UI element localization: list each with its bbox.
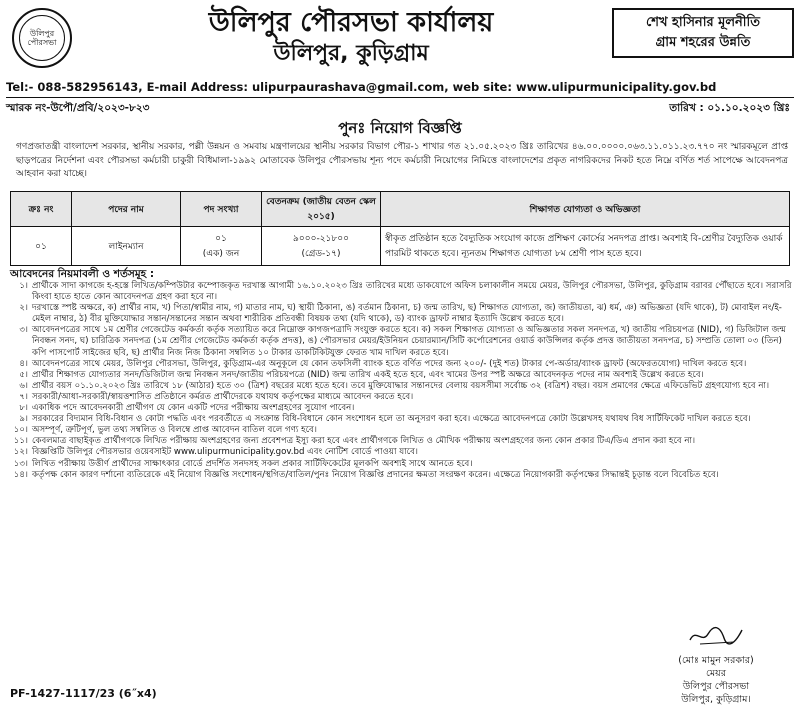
table-header-row xyxy=(11,192,790,227)
rule-text: দরখাস্তে স্পষ্ট অক্ষরে, ক) প্রার্থীর নাম, খ) পিতা/স্বামীর নাম, গ) মাতার নাম, ঘ) স্থায়ী ঠিকানা, ঙ) বর্তমান ঠিকানা, চ) জন্ম তারিখ, ছ) শিক্ষাগত যোগ্যতা, জ) জাতীয়তা, ঝ) ধর্ম, ঞ) অভিজ্ঞতা (যদি থাকে), ট) মোবাইল নং/ই-মেইল নাম্বার, ঠ) বীর মুক্তিযোদ্ধার সন্তান/সন্তানের সন্তান অথবা শারীরিক প্রতিবন্ধী বিষয়ক তথ্য (যদি থাকে), ড) ব্যাংক ড্রাফট নাম্বার ইত্যাদি উল্লেখ করতে হবে। xyxy=(32,303,782,325)
list-item xyxy=(10,325,792,358)
signatory-place: উলিপুর, কুড়িগ্রাম। xyxy=(681,694,751,705)
list-item xyxy=(10,447,792,458)
signatory-name: (মোঃ মামুন সরকার) xyxy=(678,655,754,666)
signatory-office: উলিপুর পৌরসভা xyxy=(682,681,750,692)
rule-text: লিখিত পরীক্ষায় উত্তীর্ণ প্রার্থীদের সাক্ষাৎকার বোর্ডে প্রদর্শিত সনদসহ সকল প্রকার সার্টিফিকেটের মূলকপি অবশ্যই সাথে আনতে হবে। xyxy=(32,458,473,469)
rule-text: আবেদনপত্রের সাথে মেয়র, উলিপুর পৌরসভা, উলিপুর, কুড়িগ্রাম-এর অনুকূলে যে কোন তফসিলী ব্যাংক হতে বর্ণিত পদের জন্য ২০০/- (দুই শত) টাকার পে-অর্ডার/ব্যাংক ড্রাফট (অফেরতযোগ্য) দাখিল করতে হবে। xyxy=(32,358,747,369)
rule-number: ৫। xyxy=(19,369,28,380)
slogan-box xyxy=(612,8,794,58)
slogan-line-1: শেখ হাসিনার মূলনীতি xyxy=(646,15,760,30)
list-item xyxy=(10,359,792,370)
notice-page xyxy=(6,4,794,705)
rule-text: প্রার্থীর বয়স ০১.১০.২০২৩ খ্রিঃ তারিখে ১৮ (আঠার) হতে ৩০ (ত্রিশ) বছরের মধ্যে হতে হবে। তবে মুক্তিযোদ্ধার সন্তানদের বেলায় বয়সসীমা সর্বোচ্চ ৩২ (বত্রিশ) বছর। বয়স প্রমাণের ক্ষেত্রে এফিডেভিট গ্রহণযোগ্য হবে না। xyxy=(32,380,770,391)
rule-text: বিজ্ঞপ্তিটি উলিপুর পৌরসভার ওয়েবসাইট www.ulipurmunicipality.gov.bd এবং নোটিশ বোর্ডে পাওয়া যাবে। xyxy=(32,447,418,458)
rule-text: কেবলমাত্র বাছাইকৃত প্রার্থীগণকে লিখিত পরীক্ষায় অংশগ্রহণের জন্য প্রবেশপত্র ইস্যু করা হবে এবং প্রার্থীগণকে লিখিত ও মৌখিক পরীক্ষায় অংশগ্রহণের জন্য কোন প্রকার টিএ/ডিএ প্রদান করা হবে না। xyxy=(32,436,696,447)
rule-text: কর্তৃপক্ষ কোন কারণ দর্শানো ব্যতিরেকে এই নিয়োগ বিজ্ঞপ্তি সংশোধন/স্থগিত/বাতিল/পুনঃ নিয়োগ বিজ্ঞপ্তি প্রদানের ক্ষমতা সংরক্ষণ করেন। এক্ষেত্রে নিয়োগকারী কর্তৃপক্ষের সিদ্ধান্তই চূড়ান্ত বলে বিবেচিত হবে। xyxy=(32,469,719,480)
list-item xyxy=(10,392,792,403)
col-serial: ক্রঃ নং xyxy=(11,192,72,227)
memo-number: স্মারক নং-উপৌ/প্রবি/২০২৩-৮২৩ xyxy=(6,102,150,114)
list-item xyxy=(10,403,792,414)
col-qualification: শিক্ষাগত যোগ্যতা ও অভিজ্ঞতা xyxy=(381,192,790,227)
rule-number: ৮। xyxy=(19,403,28,414)
intro-paragraph: গণপ্রজাতন্ত্রী বাংলাদেশ সরকার, স্থানীয় সরকার, পল্লী উন্নয়ন ও সমবায় মন্ত্রণালয়ের স্থানীয় সরকার বিভাগ পৌর-১ শাখার গত ২১.০৫.২০২৩ খ্রিঃ তারিখের ৪৬.০০.০০০০.০৬৩.১১.০১১.২৩.৭৭০ নং স্মারকমূলে প্রাপ্ত ছাড়পত্রের নির্দেশনা এবং পৌরসভা কর্মচারী চাকুরী বিধিমালা-১৯৯২ মোতাবেক উলিপুর পৌরসভায় শূন্য পদে কর্মচারী নিয়োগের নিমিত্তে বাংলাদেশের প্রকৃত নাগরিকদের নিকট হতে নিম্নে বর্ণিত শর্ত সাপেক্ষে আবেদনপত্র আহবান করা যাচ্ছে। xyxy=(16,142,788,179)
rules-heading: আবেদনের নিয়মাবলী ও শর্তসমূহ : xyxy=(10,268,155,280)
list-item xyxy=(10,414,792,425)
rule-number: ১১। xyxy=(13,436,28,447)
notice-title: পুনঃ নিয়োগ বিজ্ঞপ্তি xyxy=(338,119,462,137)
list-item xyxy=(10,370,792,381)
rules-list xyxy=(10,281,792,481)
list-item xyxy=(10,436,792,447)
cell-qualification: স্বীকৃত প্রতিষ্ঠান হতে বৈদ্যুতিক সংযোগ কাজে প্রশিক্ষণ কোর্সের সনদপত্র প্রাপ্ত। অবশ্যই বি-শ্রেণীর বৈদ্যুতিক ওয়ার্ক পারমিট থাকতে হবে। ন্যূনতম শিক্ষাগত যোগ্যতা ৮ম শ্রেণী পাস হতে হবে। xyxy=(381,227,790,266)
rule-text: সরকারী/আধা-সরকারী/স্বায়ত্তশাসিত প্রতিষ্ঠানে কর্মরত প্রার্থীদেরকে যথাযথ কর্তৃপক্ষের মাধ্যমে আবেদন করতে হবে। xyxy=(32,391,414,402)
rule-number: ৩। xyxy=(19,325,28,336)
rule-number: ৭। xyxy=(19,391,28,402)
rule-number: ১০। xyxy=(13,425,28,436)
rule-number: ১২। xyxy=(13,447,28,458)
cell-grade: (গ্রেড-১৭) xyxy=(301,249,341,259)
cell-count-value: ০১ xyxy=(215,234,227,244)
office-location: উলিপুর, কুড়িগ্রাম xyxy=(273,41,429,66)
rule-number: ১। xyxy=(19,281,28,291)
logo-seal xyxy=(19,15,65,61)
col-post: পদের নাম xyxy=(72,192,181,227)
rule-number: ১৪। xyxy=(13,469,28,480)
table-row xyxy=(11,227,790,266)
vacancy-table xyxy=(10,191,790,266)
rule-number: ৬। xyxy=(19,380,28,391)
cell-serial: ০১ xyxy=(11,227,72,266)
col-scale: বেতনক্রম (জাতীয় বেতন স্কেল ২০১৫) xyxy=(262,192,381,227)
list-item xyxy=(10,459,792,470)
rule-text: সরকারের বিদ্যমান বিধি-বিধান ও কোটা পদ্ধতি এবং পরবর্তীতে এ সংক্রান্ত বিধি-বিধানে কোন সংশোধন হলে তা অনুসরণ করা হবে। এক্ষেত্রে আবেদনপত্রে কোটা উল্লেখসহ যথাযথ বিধ সার্টিফিকেট দাখিল করতে হবে। xyxy=(32,414,751,425)
cell-scale xyxy=(262,227,381,266)
rule-text: প্রার্থীকে সাদা কাগজে হ-হস্তে লিখিত/কম্পিউটার কম্পোজকৃত দরখাস্ত আগামী ১৬.১০.২০২৩ খ্রিঃ তারিখের মধ্যে ডাকযোগে অফিস চলাকালীন সময়ে মেয়র, উলিপুর পৌরসভা, উলিপুর, কুড়িগ্রাম বরাবর পৌঁছাতে হবে। সরাসরি কিংবা হাতে হাতে কোন আবেদনপত্র গ্রহণ করা হবে না। xyxy=(32,281,792,303)
municipality-logo xyxy=(12,8,72,68)
cell-scale-value: ৯০০০-২১৮০০ xyxy=(293,234,349,244)
rule-text: একাধিক পদে আবেদনকারী প্রার্থীগণ যে কোন একটি পদের পরীক্ষায় অংশগ্রহণের সুযোগ পাবেন। xyxy=(32,403,355,414)
rule-number: ৯। xyxy=(19,414,28,425)
list-item xyxy=(10,281,792,303)
cell-count-note: (এক) জন xyxy=(202,249,240,259)
list-item xyxy=(10,425,792,436)
rule-text: অসম্পূর্ণ, ত্রুটিপূর্ণ, ভুল তথ্য সম্বলিত ও বিলম্বে প্রাপ্ত আবেদন বাতিল বলে গণ্য হবে। xyxy=(32,425,317,436)
header-divider xyxy=(6,97,794,98)
signature-mark xyxy=(686,622,746,648)
contact-line: Tel:- 088-582956143, E-mail Address: ulipurpaurashava@gmail.com, web site: www.ulipurmunicipality.gov.bd xyxy=(6,80,717,94)
list-item xyxy=(10,303,792,325)
list-item xyxy=(10,381,792,392)
cell-post: লাইনম্যান xyxy=(72,227,181,266)
col-count: পদ সংখ্যা xyxy=(181,192,262,227)
memo-date: তারিখ : ০১.১০.২০২৩ খ্রিঃ xyxy=(669,102,790,114)
rule-text: আবেদনপত্রের সাথে ১ম শ্রেণীর গেজেটেড কর্মকর্তা কর্তৃক সত্যায়িত করে নিম্নোক্ত কাগজপত্রাদি সংযুক্ত করতে হবে। ক) সকল শিক্ষাগত যোগ্যতা ও অভিজ্ঞতার সকল সনদপত্র, খ) জাতীয় পরিচয়পত্র (NID), গ) ডিজিটাল জন্ম নিবন্ধন সনদ, ঘ) চারিত্রিক সনদপত্র (১ম শ্রেণীর গেজেটেড কর্মকর্তা কর্তৃক প্রদত্ত), ঙ) পৌরসভার মেয়র/ইউনিয়ন চেয়ারম্যান/সিটি কর্পোরেশনের ওয়ার্ড কাউন্সিলর কর্তৃক প্রদত্ত জাতীয়তা সনদপত্র, চ) সম্প্রতি তোলা ০৩ (তিন) কপি পাসপোর্ট সাইজের ছবি, ছ) প্রার্থীর নিজ নিজ ঠিকানা সম্বলিত ১০ টাকার ডাকটিকিটযুক্ত ফেরত খাম দাখিল করতে হবে। xyxy=(32,325,786,358)
signatory-block xyxy=(646,654,786,706)
rule-text: প্রার্থীর শিক্ষাগত যোগ্যতার সনদ/ডিজিটাল জন্ম নিবন্ধন সনদ/জাতীয় পরিচয়পত্রে (NID) জন্ম তারিখ একই হতে হবে, এবং খামের উপর স্পষ্ট অক্ষরে আবেদনকৃত পদের নাম অবশ্যই উল্লেখ করতে হবে। xyxy=(32,369,704,380)
logo-text: উলিপুর পৌরসভা xyxy=(27,29,57,47)
rule-number: ২। xyxy=(19,303,28,314)
rule-number: ১৩। xyxy=(13,458,28,469)
rule-number: ৪। xyxy=(19,358,28,369)
cell-count xyxy=(181,227,262,266)
office-title: উলিপুর পৌরসভা কার্যালয় xyxy=(208,7,494,38)
print-reference: PF-1427-1117/23 (6˝x4) xyxy=(10,687,157,700)
list-item xyxy=(10,470,792,481)
slogan-line-2: গ্রাম শহরের উন্নতি xyxy=(655,35,751,50)
signatory-designation: মেয়র xyxy=(706,668,726,679)
